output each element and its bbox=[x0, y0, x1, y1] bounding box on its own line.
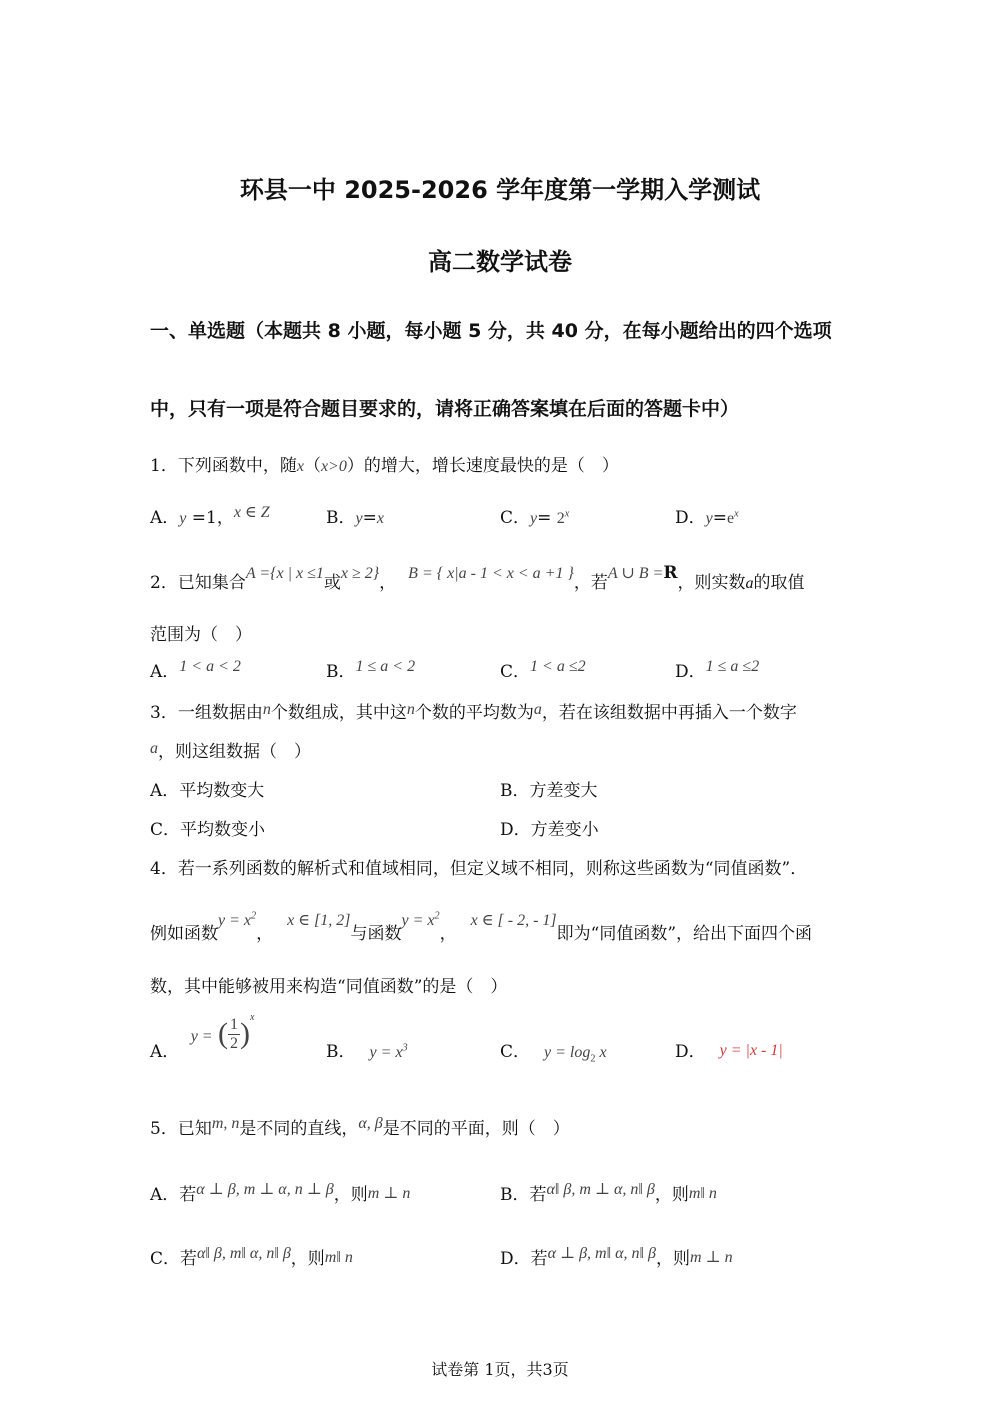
question-3-option-a[interactable]: A．平均数变大 bbox=[150, 781, 265, 801]
question-2-stem: 2．已知集合A ={x | x ≤1或x ≥ 2}， B = { x|a - 1 < x < a +1 }，若A ∪ B =R，则实数a的取值 bbox=[150, 563, 805, 593]
question-1-option-c[interactable]: C．$y= 2^x$ bbox=[500, 508, 570, 528]
question-1-option-d[interactable]: D．$y=e^x$ bbox=[675, 508, 739, 528]
question-4-option-d[interactable]: D． y = |x - 1| bbox=[675, 1042, 783, 1062]
question-4-option-c[interactable]: C． $y = \log_2 x$ bbox=[500, 1042, 607, 1065]
question-5-option-d[interactable]: D．若α ⊥ β, m‖ α, n‖ β，则m ⊥ n bbox=[500, 1245, 733, 1269]
question-4-stem-cont2: 数，其中能够被用来构造“同值函数”的是（ ） bbox=[150, 977, 508, 997]
question-3-option-c[interactable]: C．平均数变小 bbox=[150, 820, 266, 840]
question-2-stem-cont: 范围为（ ） bbox=[150, 625, 252, 645]
question-3-option-d[interactable]: D．方差变小 bbox=[500, 820, 599, 840]
exam-title: 环县一中 2025-2026 学年度第一学期入学测试 bbox=[239, 176, 761, 204]
question-2-option-a[interactable]: A．1 < a < 2 bbox=[150, 658, 241, 682]
question-3-stem: 3．一组数据由n个数组成，其中这n个数的平均数为a，若在该组数据中再插入一个数字 bbox=[150, 701, 797, 723]
question-3-stem-cont: a，则这组数据（ ） bbox=[150, 740, 311, 762]
question-5-option-c[interactable]: C．若α‖ β, m‖ α, n‖ β，则m‖ n bbox=[150, 1245, 353, 1269]
fraction: $\frac{1}{2}$ bbox=[230, 1016, 238, 1052]
question-4-stem-cont: 例如函数$y = x^2$，x ∈ [1, 2]与函数$y = x^2$，x ∈ [ - 2, - 1]即为“同值函数”，给出下面四个函 bbox=[150, 910, 813, 944]
question-1-option-b[interactable]: B．y=x bbox=[326, 508, 384, 528]
question-4-option-a[interactable]: A． y = ( $\frac{1}{2}$ )x bbox=[150, 1012, 255, 1062]
section-heading-line1: 一、单选题（本题共 8 小题，每小题 5 分，共 40 分，在每小题给出的四个选项 bbox=[150, 320, 832, 342]
question-2-option-b[interactable]: B．1 ≤ a < 2 bbox=[326, 658, 416, 682]
exam-subtitle: 高二数学试卷 bbox=[428, 248, 572, 276]
question-5-stem: 5．已知m, n是不同的直线，α, β是不同的平面，则（ ） bbox=[150, 1115, 570, 1139]
question-1-option-a[interactable]: A．y =1，x ∈ Z bbox=[150, 504, 270, 528]
question-1-stem: 1．下列函数中，随x（x>0）的增大，增长速度最快的是（ ） bbox=[150, 456, 619, 476]
question-5-option-b[interactable]: B．若α‖ β, m ⊥ α, n‖ β，则m‖ n bbox=[500, 1181, 717, 1205]
question-5-option-a[interactable]: A．若α ⊥ β, m ⊥ α, n ⊥ β，则m ⊥ n bbox=[150, 1181, 411, 1205]
section-heading-line2: 中，只有一项是符合题目要求的，请将正确答案填在后面的答题卡中） bbox=[150, 398, 740, 420]
page-footer: 试卷第 1页，共3页 bbox=[431, 1360, 569, 1379]
fraction-paren: ( bbox=[218, 1017, 228, 1050]
question-3-option-b[interactable]: B．方差变大 bbox=[500, 781, 598, 801]
question-2-option-c[interactable]: C．1 < a ≤2 bbox=[500, 658, 586, 682]
question-2-option-d[interactable]: D．1 ≤ a ≤2 bbox=[675, 658, 760, 682]
question-4-option-b[interactable]: B． $y = x^3$ bbox=[326, 1042, 408, 1062]
question-4-stem: 4．若一系列函数的解析式和值域相同，但定义域不相同，则称这些函数为“同值函数”． bbox=[150, 859, 808, 879]
